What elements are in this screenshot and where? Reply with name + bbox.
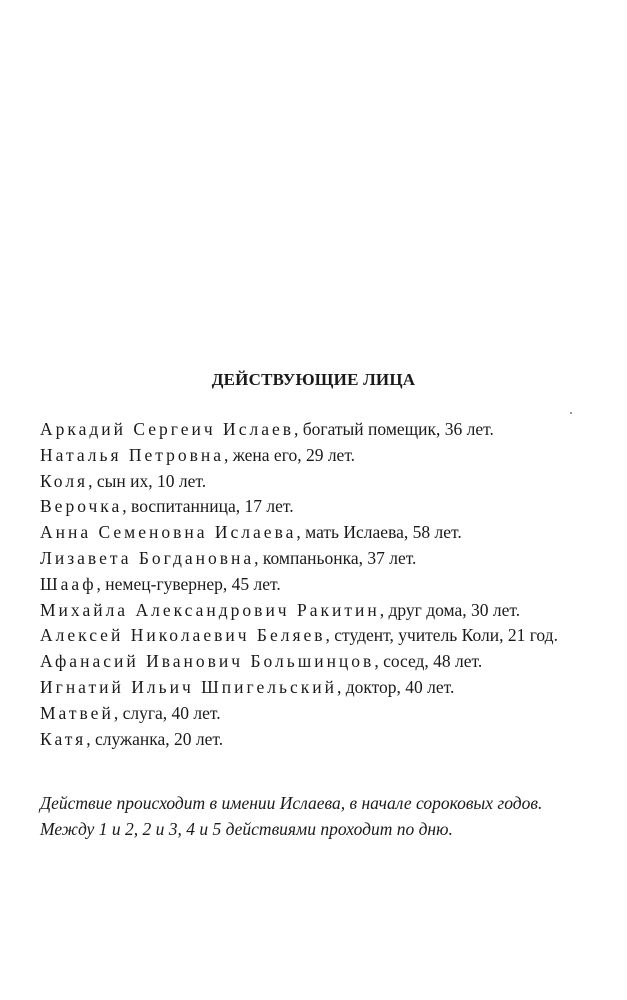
character-name: Катя [40,728,87,749]
stage-note: Действие происходит в имении Ислаева, в начале сороковых годов. Между 1 и 2, 2 и 3, 4 и 5 действиями проходит по дню. [40,793,543,839]
cast-item [40,701,600,727]
character-name: Наталья Петровна [40,444,225,465]
character-name: Михайла Александрович Ракитин [40,599,380,620]
cast-item [40,675,600,701]
cast-item [40,520,600,546]
cast-list [40,417,600,752]
character-name: Игнатий Ильич Шпигельский [40,676,337,697]
character-description: , слуга, 40 лет. [113,702,221,723]
character-description: , мать Ислаева, 58 лет. [296,522,462,543]
character-name: Афанасий Иванович Большинцов [40,651,375,672]
character-description: , студент, учитель Коли, 21 год. [325,625,558,646]
character-description: , друг дома, 30 лет. [379,599,521,620]
print-speck [570,412,572,414]
cast-item [40,494,600,520]
cast-item [40,623,600,649]
cast-item [40,649,600,675]
character-name: Аркадий Сергеич Ислаев [40,419,294,439]
character-description: , богатый помещик, 36 лет. [294,419,494,439]
character-description: , служанка, 20 лет. [86,728,224,749]
character-description: , компаньонка, 37 лет. [254,547,417,568]
character-description: , воспитанница, 17 лет. [122,496,294,517]
page-title: ДЕЙСТВУЮЩИЕ ЛИЦА [211,370,416,389]
character-name: Анна Семеновна Ислаева [40,522,297,543]
cast-item [40,546,600,572]
character-description: , немец-гувернер, 45 лет. [96,573,281,594]
character-name: Матвей [40,702,114,723]
cast-item [40,469,600,495]
character-description: , жена его, 29 лет. [224,444,356,465]
character-name: Коля [40,470,89,491]
cast-item [40,443,600,469]
cast-item [40,598,600,624]
character-name: Лизавета Богдановна [40,547,255,568]
cast-item [40,417,600,443]
character-name: Алексей Николаевич Беляев [40,625,326,646]
character-name: Шааф [40,573,97,594]
cast-item [40,572,600,598]
character-description: , доктор, 40 лет. [336,676,455,697]
character-name: Верочка [40,496,123,517]
cast-item [40,727,600,753]
character-description: , сосед, 48 лет. [374,651,483,672]
character-description: , сын их, 10 лет. [88,470,207,491]
